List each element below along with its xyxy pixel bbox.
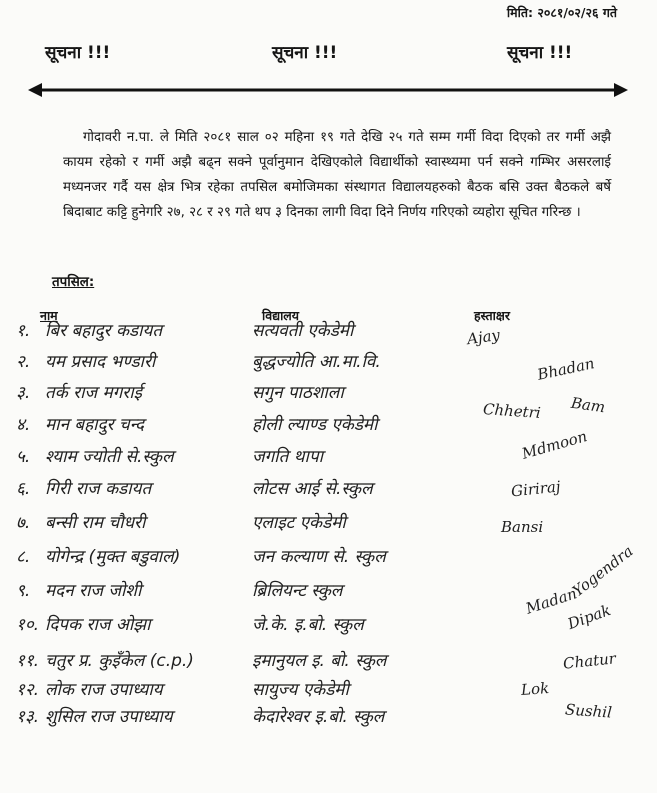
column-header-signature: हस्ताक्षर [474, 308, 510, 323]
entry-number: ९. [16, 581, 31, 601]
entry-school: होली ल्याण्ड एकेडेमी [252, 415, 378, 435]
signature-mark: Sushil [564, 700, 613, 722]
signature-mark: Chatur [562, 649, 617, 673]
entry-number: ४. [16, 415, 31, 435]
entry-school: सायुज्य एकेडेमी [252, 680, 349, 700]
signature-mark: Chhetri [482, 400, 542, 422]
entry-name: दिपक राज ओझा [45, 615, 151, 635]
signature-mark: Giriraj [510, 477, 562, 501]
entry-name: तर्क राज मगराई [45, 383, 142, 403]
tapsil-label: तपसिल: [52, 275, 95, 290]
entry-name: मदन राज जोशी [45, 581, 142, 601]
entry-school: सत्यवती एकेडेमी [252, 321, 354, 341]
signature-mark: Bansi [501, 518, 544, 536]
entry-number: ६. [16, 479, 31, 499]
entry-number: १०. [16, 615, 40, 635]
entry-name: श्याम ज्योती से.स्कुल [45, 447, 174, 467]
notice-heading-row [0, 40, 657, 64]
entry-school: जन कल्याण से. स्कुल [252, 547, 386, 567]
entry-school: बुद्धज्योति आ.मा.वि. [252, 352, 381, 372]
column-header-school: विद्यालय [262, 308, 300, 323]
entry-number: २. [16, 352, 31, 372]
notice-label-left: सूचना !!! [45, 43, 111, 63]
entry-number: ७. [16, 513, 31, 533]
signature-mark: Ajay [465, 325, 501, 349]
entry-name: बन्सी राम चौधरी [45, 513, 146, 533]
signature-mark: Madan [523, 584, 580, 618]
signature-column [455, 310, 655, 730]
signature-mark: Lok [520, 679, 550, 699]
entry-school: जगति थापा [252, 447, 324, 467]
notice-label-right: सूचना !!! [507, 43, 573, 63]
notice-paragraph: गोदावरी न.पा. ले मिति २०८१ साल ०२ महिना १९ गते देखि २५ गते सम्म गर्मी विदा दिएको तर गर्मी अझै कायम रहेको र गर्मी अझै बढ्न सक्ने पूर्वानुमान देखिएकोले विद्यार्थीको स्वास्थ्यमा पर्न सक्ने गम्भिर असरलाई मध्यनजर गर्दै यस क्षेत्र भित्र रहेका तपसिल बमोजिमका संस्थागत विद्यालयहरुको बैठक बसि उक्त बैठकले बर्षे बिदाबाट कट्टि हुनेगरि २७, २८ र २९ गते थप ३ दिनका लागी विदा दिने निर्णय गरिएको व्यहोरा सूचित गरिन्छ । [63, 130, 611, 220]
entry-name: मान बहादुर चन्द [45, 415, 145, 435]
notice-label-center: सूचना !!! [272, 43, 338, 63]
entry-number: १. [16, 321, 31, 341]
entry-name: लोक राज उपाध्याय [45, 680, 163, 700]
signature-mark: Bam [569, 393, 607, 417]
signature-mark: Yogendra [569, 541, 637, 601]
entry-school: ब्रिलियन्ट स्कुल [252, 581, 343, 601]
entry-school: केदारेश्वर इ.बो. स्कुल [252, 707, 385, 727]
entry-school: सगुन पाठशाला [252, 383, 344, 403]
entry-number: ३. [16, 383, 31, 403]
date-text: मिति: २०८१/०२/२६ गते [506, 5, 617, 20]
entry-school: लोटस आई से.स्कुल [252, 479, 373, 499]
entry-number: ८. [16, 547, 31, 567]
signature-mark: Bhadan [535, 354, 597, 384]
entry-name: शुसिल राज उपाध्याय [45, 707, 173, 727]
entry-name: यम प्रसाद भण्डारी [45, 352, 156, 372]
entry-school: जे.के. इ.बो. स्कुल [252, 615, 364, 635]
column-header-name: नाम [40, 308, 58, 323]
signature-mark: Dipak [565, 600, 614, 634]
entry-school: एलाइट एकेडेमी [252, 513, 346, 533]
entry-number: १३. [16, 707, 40, 727]
double-arrow-divider [28, 80, 628, 100]
entry-number: ५. [16, 447, 31, 467]
entry-number: १२. [16, 680, 40, 700]
entry-school: इमानुयल इ. बो. स्कुल [252, 651, 387, 671]
entry-name: योगेन्द्र (मुक्त बडुवाल) [45, 547, 181, 567]
entry-name: चतुर प्र. कुइँकेल (c.p.) [45, 651, 194, 671]
entry-name: गिरी राज कडायत [45, 479, 152, 499]
entry-number: ११. [16, 651, 40, 671]
signature-mark: Mdmoon [519, 427, 590, 463]
entry-name: बिर बहादुर कडायत [45, 321, 163, 341]
